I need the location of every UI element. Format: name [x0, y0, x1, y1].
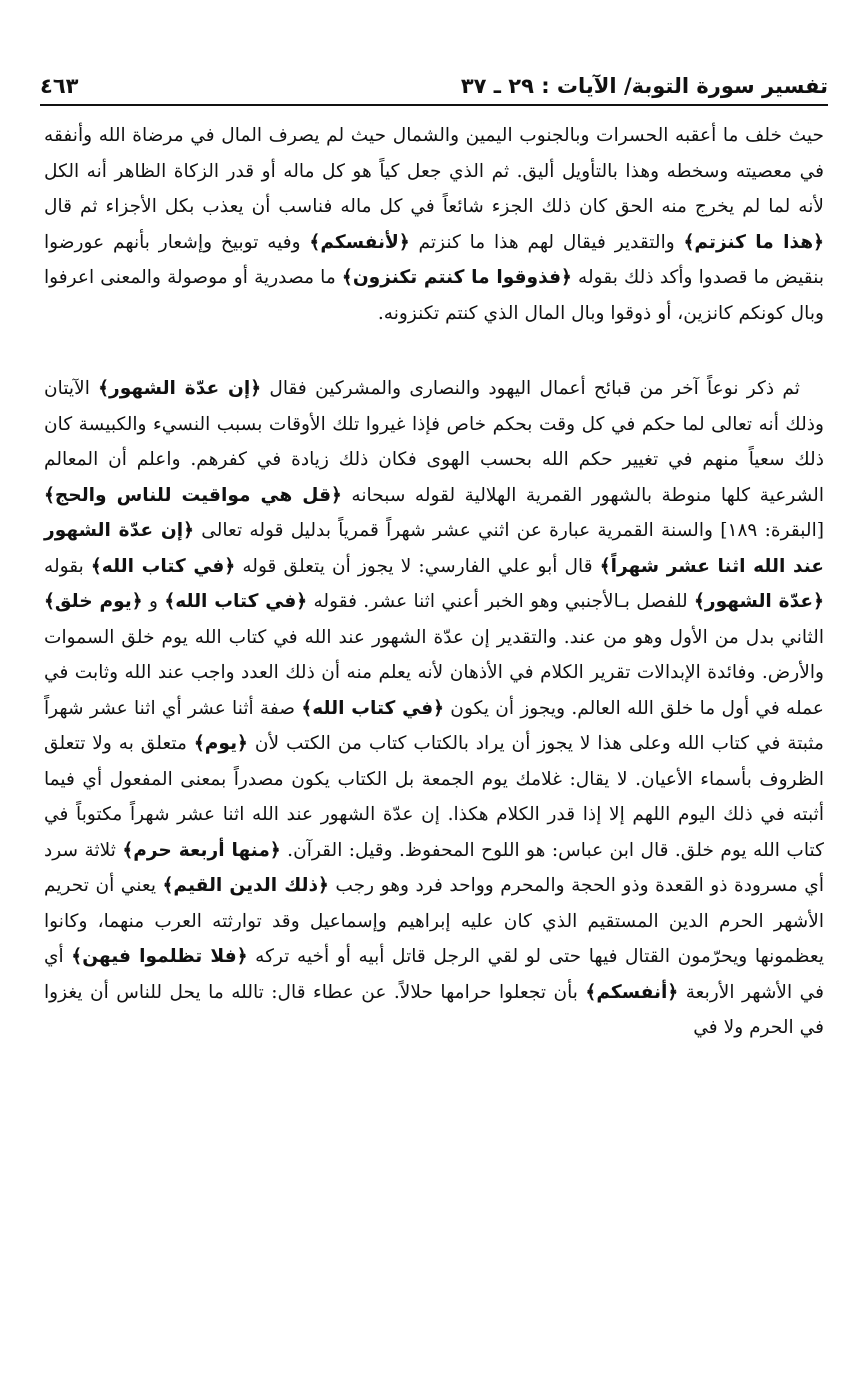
quran-quote: ﴿يوم﴾: [193, 733, 248, 754]
text-run: والسنة القمرية عبارة عن اثني عشر شهراً قمرياً بدليل قوله تعالى: [194, 520, 713, 541]
quran-quote: ﴿منها أربعة حرم﴾: [122, 839, 281, 861]
quran-quote: ﴿أنفسكم﴾: [585, 981, 679, 1003]
paragraph-2: [44, 371, 824, 1046]
paragraph-1: [44, 118, 824, 331]
quran-quote: ﴿لأنفسكم﴾: [309, 231, 410, 253]
text-run: بقوله: [44, 555, 91, 577]
quran-quote: ﴿في كتاب الله﴾: [164, 591, 308, 612]
text-run: ثم ذكر نوعاً آخر من قبائح أعمال اليهود والنصارى والمشركين فقال: [261, 378, 800, 399]
text-run: حيث خلف ما أعقبه الحسرات وبالجنوب اليمين والشمال حيث لم يصرف المال في مرضاة الله وأنفقه في معصيته وسخطه وهذا بالتأويل أليق. ثم الذي جعل كياً هو كل ماله أو قدر الزكاة الظاهر أنه الكل لأنه لما لم يخرج منه الحق كان ذلك الجزء شائعاً في كل ماله فناسب أن يعذب بكل الأجزاء ثم قال: [44, 125, 824, 217]
quran-quote: ﴿يوم خلق﴾: [44, 591, 143, 612]
quran-quote: ﴿قل هي مواقيت للناس والحج﴾: [44, 484, 342, 506]
quran-quote: ﴿في كتاب الله﴾: [301, 697, 445, 719]
quran-quote: ﴿في كتاب الله﴾: [90, 555, 236, 577]
text-run: وفيه توبيخ وإشعار بأنهم عورضوا بنقيض ما قصدوا وأكد ذلك بقوله: [44, 231, 825, 288]
quran-quote: ﴿عدّة الشهور﴾: [694, 591, 824, 612]
text-run: ما مصدرية أو موصولة والمعنى اعرفوا وبال كونكم كانزين، أو ذوقوا وبال المال الذي كنتم تكنزونه.: [44, 267, 824, 324]
paragraph-spacer: [44, 331, 824, 371]
text-run: متعلق به ولا تتعلق الظروف بأسماء الأعيان. لا يقال: غلامك يوم الجمعة بل الكتاب يكون مصدراً بمعنى المفعول أي فيما أثبته في ذلك اليوم اللهم إلا إذا قدر الكلام هكذا. إن عدّة الشهور عند الله اثنا عشر شهراً مكتوباً في كتاب الله يوم خلق. قال ابن عباس: هو اللوح المحفوظ. وقيل: القرآن.: [44, 733, 824, 861]
text-run: بأن تجعلوا حرامها حلالاً. عن عطاء قال: تالله ما يحل للناس أن يغزوا في الحرم ولا في: [44, 981, 824, 1038]
text-run: و: [142, 591, 165, 612]
text-run: والتقدير فيقال لهم هذا ما كنزتم: [409, 231, 684, 253]
page-body: [44, 118, 824, 1046]
quran-quote: ﴿إن عدّة الشهور﴾: [98, 378, 262, 399]
quran-quote: ﴿إن عدّة الشهور عند الله اثنا عشر شهراً﴾: [44, 520, 824, 577]
text-run: للفصل بـالأجنبي وهو الخبر أعني اثنا عشر. فقوله: [307, 591, 694, 612]
quran-quote: ﴿فلا تظلموا فيهن﴾: [71, 946, 248, 967]
quran-quote: ﴿فذوقوا ما كنتم تكنزون﴾: [341, 267, 572, 288]
running-header: [40, 62, 828, 102]
text-run: قال أبو علي الفارسي: لا يجوز أن يتعلق قوله: [235, 555, 600, 577]
text-run: الثاني بدل من الأول وهو من عند. والتقدير إن عدّة الشهور عند الله في كتاب الله يوم خلق السموات والأرض. وفائدة الإبدالات تقرير الكلام في الأذهان لأنه يعلم منه أن ذلك العدد واجب عند الله وثابت في عمله في أول ما خلق الله العالم. ويجوز أن يكون: [44, 626, 824, 719]
quran-quote: ﴿ذلك الدين القيم﴾: [162, 875, 329, 896]
running-header-title: تفسير سورة التوبة/ الآيات : ٢٩ ـ ٣٧: [460, 74, 828, 98]
text-run: الآيتان وذلك أنه تعالى لما حكم في كل وقت بحكم خاص فإذا غيروا تلك الأوقات بسبب النسيء والكبيسة كان ذلك سعياً منهم في تغيير حكم الله بحسب الهوى فكان ذلك زيادة في كفرهم. واعلم أن المعالم الشرعية كلها منوطة بالشهور القمرية الهلالية لقوله سبحانه: [44, 378, 824, 506]
page-number: ٤٦٣: [40, 74, 79, 98]
text-run: أي في الأشهر الأربعة: [44, 946, 824, 1003]
text-run: ثلاثة سرد أي مسرودة ذو القعدة وذو الحجة والمحرم وواحد فرد وهو رجب: [44, 839, 825, 896]
quran-quote: ﴿هذا ما كنزتم﴾: [683, 231, 824, 253]
header-divider: [40, 104, 828, 106]
text-run: يعني أن تحريم الأشهر الحرم الدين المستقيم الذي كان عليه إبراهيم وإسماعيل وقد توارثته العرب منهما، وكانوا يعظمونها ويحرّمون القتال فيها حتى لو لقي الرجل قاتل أبيه أو أخيه تركه: [44, 875, 824, 967]
surah-citation: [البقرة: ١٨٩]: [713, 520, 824, 541]
text-run: صفة أثنا عشر أي اثنا عشر شهراً مثبتة في كتاب الله وعلى هذا لا يجوز أن يراد بالكتاب كتاب من الكتب لأن: [44, 697, 824, 754]
